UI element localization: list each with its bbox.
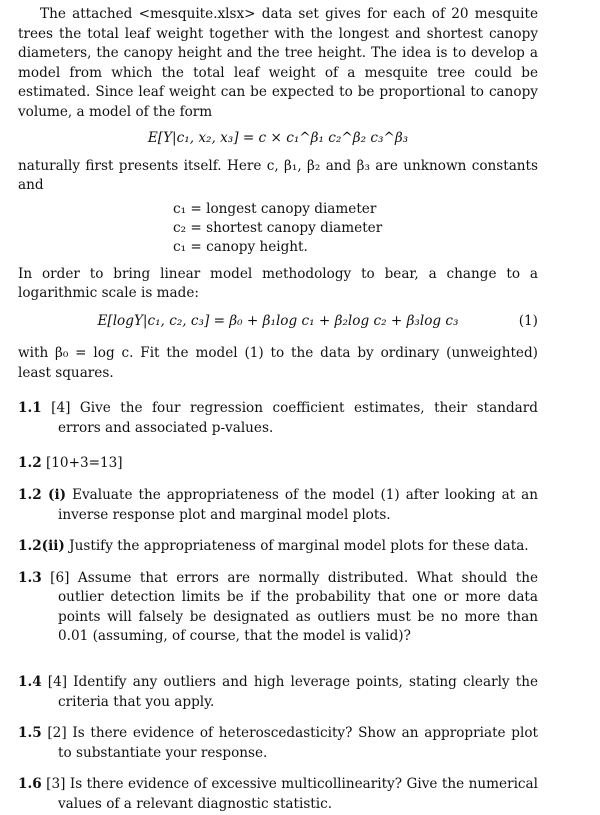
definition-c3: c₁ = canopy height. — [173, 238, 308, 255]
intro-first-line: The attached <mesquite.xlsx> data set gives for each of 20 mesquite trees — [18, 6, 538, 42]
question-text: [6] Assume that errors are normally distributed. What should the outlier detection limits be if the probability that one or more data points will falsely be designated as outliers must be no more than 0.01 (assuming, of course, that the model is valid)? — [50, 569, 538, 645]
question-text: [4] Identify any outliers and high leverage points, stating clearly the criteria that you apply. — [47, 674, 538, 710]
question-number: 1.2 — [18, 455, 42, 472]
question-1-6 — [18, 775, 538, 814]
model-equation — [18, 129, 538, 151]
question-text: [2] Is there evidence of heteroscedasticity? Show an appropriate plot to substantiate your response. — [47, 725, 538, 761]
fit-instruction — [18, 344, 538, 383]
question-1-2 — [18, 454, 538, 474]
question-number: 1.4 — [18, 674, 42, 691]
definition-c2: c₂ = shortest canopy diameter — [173, 219, 383, 236]
question-1-3 — [18, 569, 538, 647]
question-number: 1.6 — [18, 776, 42, 793]
constants-text: naturally first presents itself. Here c, β₁, β₂ and β₃ are unknown constants and — [18, 157, 538, 194]
question-1-2-ii — [18, 537, 538, 557]
equation-number: (1) — [518, 312, 538, 329]
question-text: [4] Give the four regression coefficient estimates, their standard errors and associated p-values. — [51, 400, 538, 436]
question-1-4 — [18, 673, 538, 712]
fit-instruction-text: with β₀ = log c. Fit the model (1) to the data by ordinary (unweighted) least squares. — [18, 344, 538, 381]
log-equation-text: E[logY|c₁, c₂, c₃] = β₀ + β₁log c₁ + β₂log c₂ + β₃log c₃ — [97, 312, 459, 329]
question-number: 1.1 — [18, 400, 42, 417]
question-text: [3] Is there evidence of excessive multicollinearity? Give the numerical values of a relevant diagnostic statistic. — [46, 776, 539, 813]
intro-rest: the total leaf weight together with the longest and shortest canopy diameters, the canopy height and the tree height. The idea is to develop a model from which the total leaf weight of a mesquite tree could be estimated. Since leaf weight can be expected to be proportional to canopy volume, a model of the form — [18, 25, 538, 120]
question-number: 1.2(ii) — [18, 538, 65, 555]
question-number: 1.2 (i) — [18, 486, 67, 503]
model-equation-text: E[Y|c₁, x₂, x₃] = c × c₁^β₁ c₂^β₂ c₃^β₃ — [147, 129, 409, 146]
question-text: Justify the appropriateness of marginal model plots for these data. — [69, 538, 529, 555]
log-equation — [18, 312, 538, 334]
question-number: 1.5 — [18, 725, 42, 742]
definition-c1: c₁ = longest canopy diameter — [173, 200, 377, 217]
log-scale-paragraph — [18, 265, 538, 304]
question-text: [10+3=13] — [45, 455, 123, 472]
intro-paragraph — [18, 5, 538, 123]
question-1-1 — [18, 399, 538, 438]
question-number: 1.3 — [18, 569, 42, 586]
document-page — [18, 5, 538, 815]
question-1-2-i — [18, 486, 538, 525]
constants-paragraph — [18, 157, 538, 196]
question-text: Evaluate the appropriateness of the model (1) after looking at an inverse response plot and marginal model plots. — [58, 486, 538, 523]
variable-definitions — [173, 200, 538, 257]
log-scale-text: In order to bring linear model methodology to bear, a change to a logarithmic scale is made: — [18, 265, 538, 302]
question-1-5 — [18, 724, 538, 763]
